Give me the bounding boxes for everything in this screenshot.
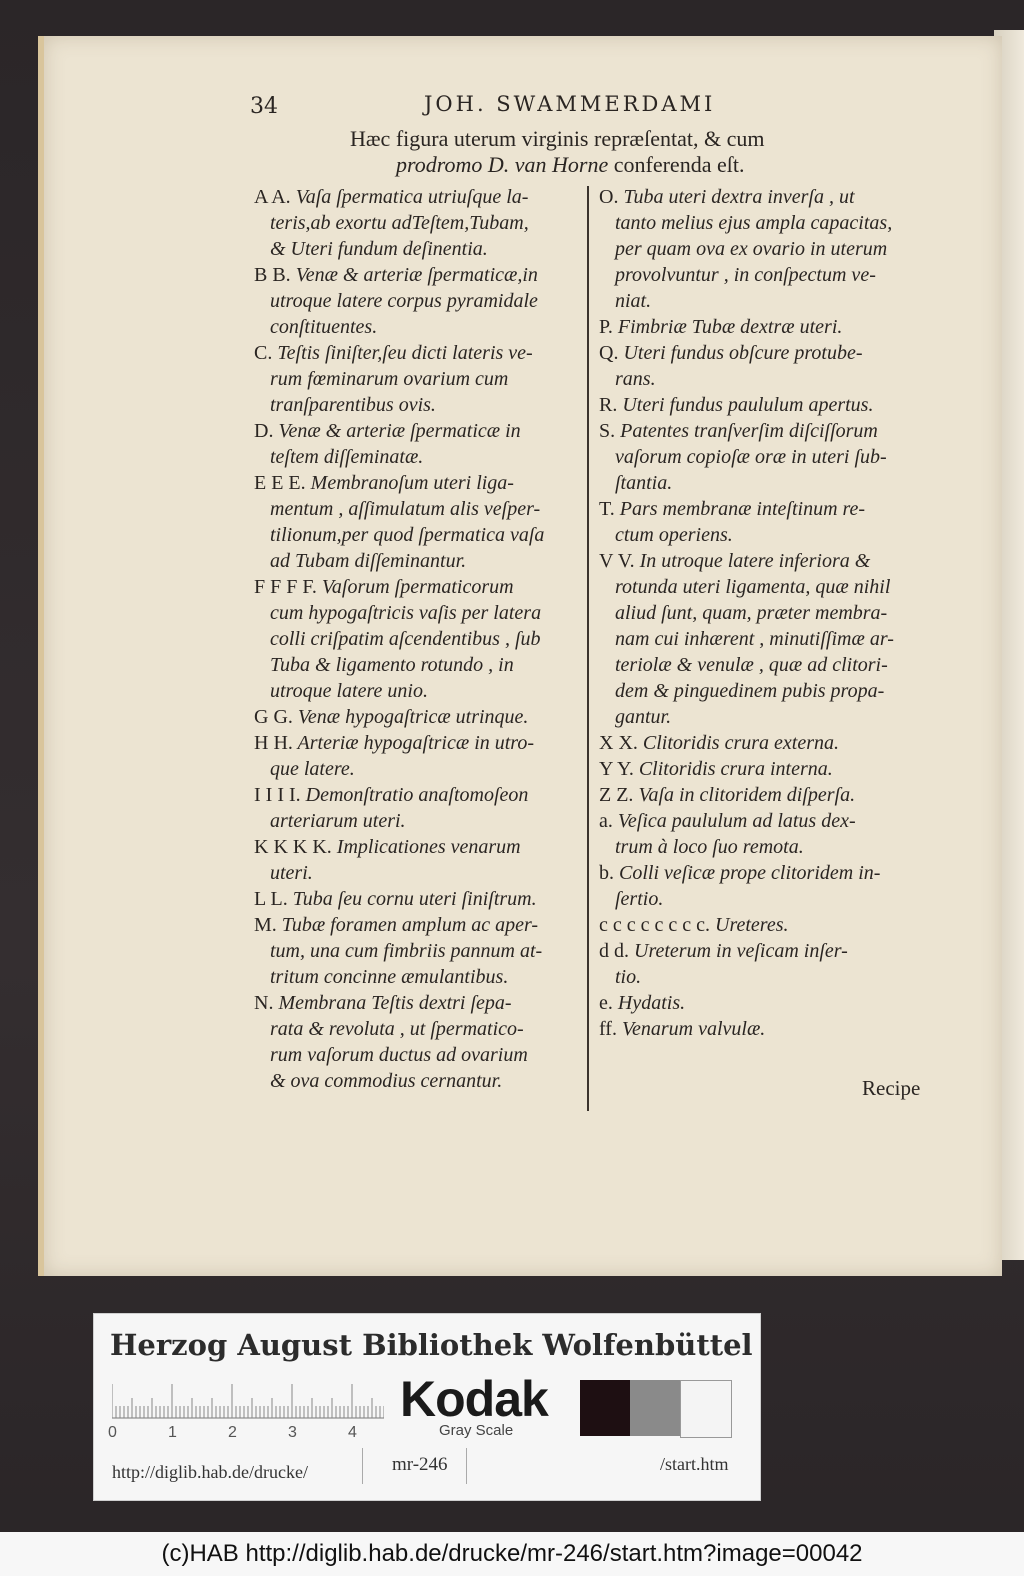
legend-entry <box>599 1016 927 1042</box>
legend-text: Hydatis. <box>617 992 686 1014</box>
legend-label: C. <box>254 342 273 364</box>
legend-text: & Uteri fundum deſinentia. <box>270 238 488 260</box>
legend-entry-first-line <box>599 912 927 938</box>
legend-text: per quam ova ex ovario in uterum <box>615 238 888 260</box>
legend-entry <box>599 548 927 730</box>
legend-label: G G. <box>254 706 293 728</box>
legend-entry-first-line <box>599 496 927 522</box>
legend-left-column <box>254 184 584 1094</box>
legend-entry-first-line <box>599 860 927 886</box>
legend-text: trum à loco ſuo remota. <box>615 836 804 858</box>
gray-swatch-light <box>680 1380 732 1438</box>
legend-text: ctum operiens. <box>615 524 733 546</box>
legend-label: L L. <box>254 888 288 910</box>
legend-label: F F F F. <box>254 576 317 598</box>
legend-label: ff. <box>599 1018 617 1040</box>
legend-text: aliud ſunt, quam, præter membra- <box>615 602 888 624</box>
legend-text: Implicationes venarum <box>336 836 521 858</box>
legend-entry <box>599 730 927 756</box>
legend-entry-first-line <box>254 704 584 730</box>
legend-text: Clitoridis crura externa. <box>642 732 839 754</box>
legend-text: Colli veſicæ prope clitoridem in- <box>619 862 881 884</box>
legend-text: mentum , aſſimulatum alis veſper- <box>270 498 541 520</box>
legend-entry <box>254 990 584 1094</box>
legend-label: c c c c c c c c. <box>599 914 711 936</box>
legend-entry <box>599 418 927 496</box>
legend-entry-first-line <box>254 340 584 366</box>
legend-entry-first-line <box>254 912 584 938</box>
card-start: /start.htm <box>660 1454 729 1474</box>
legend-entry-first-line <box>599 314 927 340</box>
legend-label: I I I I. <box>254 784 301 806</box>
legend-text: Venæ hypogaſtricæ utrinque. <box>297 706 529 728</box>
legend-label: E E E. <box>254 472 306 494</box>
legend-text: utroque latere unio. <box>270 680 428 702</box>
legend-text: teris,ab exortu adTeſtem,Tubam, <box>270 212 529 234</box>
card-separator <box>362 1448 363 1484</box>
legend-text: uteri. <box>270 862 313 884</box>
card-url: http://diglib.hab.de/drucke/ <box>112 1462 308 1482</box>
library-card <box>94 1314 760 1500</box>
legend-text: tio. <box>615 966 642 988</box>
legend-text: ad Tubam diſſeminantur. <box>270 550 467 572</box>
legend-text: Venæ & arteriæ ſpermaticæ,in <box>295 264 538 286</box>
legend-entry-first-line <box>599 990 927 1016</box>
ruler-number: 1 <box>168 1424 177 1441</box>
legend-text: ſtantia. <box>615 472 673 494</box>
legend-entry-first-line <box>254 184 584 210</box>
legend-entry-first-line <box>599 938 927 964</box>
legend-entry-first-line <box>599 548 927 574</box>
copyright-footer: (c)HAB http://diglib.hab.de/drucke/mr-246/start.htm?image=00042 <box>0 1532 1024 1576</box>
legend-entry-first-line <box>254 262 584 288</box>
legend-right-column <box>599 184 927 1042</box>
legend-entry-first-line <box>599 340 927 366</box>
legend-text: Tuba & ligamento rotundo , in <box>270 654 514 676</box>
legend-entry-first-line <box>254 782 584 808</box>
legend-text: Membrana Teſtis dextri ſepa- <box>278 992 512 1014</box>
legend-text: & ova commodius cernantur. <box>270 1070 503 1092</box>
legend-label: X X. <box>599 732 638 754</box>
legend-text: Venarum valvulæ. <box>621 1018 766 1040</box>
legend-entry <box>599 938 927 990</box>
legend-entry <box>599 808 927 860</box>
running-head: JOH. SWAMMERDAMI <box>424 92 716 116</box>
legend-label: e. <box>599 992 613 1014</box>
legend-text: cum hypogaſtricis vaſis per latera <box>270 602 542 624</box>
legend-text: Tubæ foramen amplum ac aper- <box>281 914 539 936</box>
legend-text: Tuba uteri dextra inverſa , ut <box>623 186 855 208</box>
legend-entry <box>254 418 584 470</box>
legend-entry <box>254 470 584 574</box>
ruler-number: 4 <box>348 1424 357 1441</box>
card-separator <box>466 1448 467 1484</box>
legend-label: B B. <box>254 264 291 286</box>
legend-text: Demonſtratio anaſtomoſeon <box>305 784 529 806</box>
legend-label: M. <box>254 914 277 936</box>
caption-author: prodromo D. van Horne <box>396 152 609 177</box>
legend-entry <box>599 860 927 912</box>
legend-entry-first-line <box>254 574 584 600</box>
legend-text: utroque latere corpus pyramidale <box>270 290 538 312</box>
legend-entry-first-line <box>599 756 927 782</box>
legend-entry <box>254 912 584 990</box>
caption-rest: conferenda eſt. <box>608 152 745 177</box>
legend-text: rata & revoluta , ut ſpermatico- <box>270 1018 524 1040</box>
legend-label: K K K K. <box>254 836 332 858</box>
legend-text: Vaſorum ſpermaticorum <box>321 576 514 598</box>
book-page <box>38 36 1002 1276</box>
legend-entry <box>254 574 584 704</box>
legend-text: teſtem diſſeminatæ. <box>270 446 424 468</box>
gray-scale-label: Gray Scale <box>439 1422 514 1439</box>
legend-text: nam cui inhærent , minutiſſimæ ar- <box>615 628 894 650</box>
kodak-logo: Kodak <box>400 1371 548 1427</box>
legend-text: Membranoſum uteri liga- <box>310 472 514 494</box>
legend-label: d d. <box>599 940 629 962</box>
legend-text: Vaſa ſpermatica utriuſque la- <box>295 186 529 208</box>
legend-label: T. <box>599 498 615 520</box>
legend-text: rotunda uteri ligamenta, quæ nihil <box>615 576 891 598</box>
legend-text: Arteriæ hypogaſtricæ in utro- <box>297 732 535 754</box>
legend-text: tilionum,per quod ſpermatica vaſa <box>270 524 545 546</box>
legend-text: provolvuntur , in conſpectum ve- <box>615 264 876 286</box>
legend-text: gantur. <box>615 706 672 728</box>
legend-text: Fimbriæ Tubæ dextræ uteri. <box>617 316 843 338</box>
legend-text: rans. <box>615 368 656 390</box>
legend-text: Uteri fundus obſcure protube- <box>623 342 863 364</box>
legend-text: dem & pinguedinem pubis propa- <box>615 680 885 702</box>
legend-entry <box>254 262 584 340</box>
legend-entry <box>599 496 927 548</box>
legend-text: Ureteres. <box>715 914 789 936</box>
legend-text: que latere. <box>270 758 355 780</box>
ruler-number: 0 <box>108 1424 117 1441</box>
legend-entry-first-line <box>254 834 584 860</box>
legend-text: tranſparentibus ovis. <box>270 394 436 416</box>
legend-entry <box>599 392 927 418</box>
legend-entry-first-line <box>254 990 584 1016</box>
legend-entry-first-line <box>599 730 927 756</box>
catchword: Recipe <box>862 1076 921 1100</box>
legend-text: Patentes tranſverſim diſciſſorum <box>620 420 878 442</box>
legend-text: tum, una cum fimbriis pannum at- <box>270 940 543 962</box>
gray-swatch-dark <box>580 1380 630 1436</box>
legend-entry <box>254 886 584 912</box>
column-divider <box>587 186 589 1111</box>
legend-entry-first-line <box>599 808 927 834</box>
library-title: Herzog August Bibliothek Wolfenbüttel <box>110 1328 753 1362</box>
legend-text: conſtituentes. <box>270 316 378 338</box>
legend-entry <box>599 990 927 1016</box>
legend-label: b. <box>599 862 614 884</box>
legend-entry <box>254 834 584 886</box>
legend-entry <box>599 340 927 392</box>
legend-text: arteriarum uteri. <box>270 810 406 832</box>
legend-label: P. <box>599 316 613 338</box>
legend-entry-first-line <box>599 782 927 808</box>
ruler-number: 2 <box>228 1424 237 1441</box>
legend-text: Tuba ſeu cornu uteri ſiniſtrum. <box>292 888 537 910</box>
legend-label: V V. <box>599 550 635 572</box>
legend-label: A A. <box>254 186 291 208</box>
legend-entry-first-line <box>254 886 584 912</box>
legend-label: N. <box>254 992 274 1014</box>
legend-entry-first-line <box>599 392 927 418</box>
legend-entry-first-line <box>254 418 584 444</box>
legend-entry <box>599 314 927 340</box>
gray-swatch-mid <box>630 1380 680 1436</box>
legend-text: Veſica paululum ad latus dex- <box>617 810 856 832</box>
legend-entry-first-line <box>254 470 584 496</box>
legend-text: colli criſpatim aſcendentibus , ſub <box>270 628 541 650</box>
page-number: 34 <box>250 94 278 119</box>
legend-label: O. <box>599 186 619 208</box>
legend-entry <box>254 782 584 834</box>
legend-text: Ureterum in veſicam inſer- <box>634 940 848 962</box>
legend-text: Vaſa in clitoridem diſperſa. <box>638 784 856 806</box>
legend-label: Y Y. <box>599 758 634 780</box>
legend-label: S. <box>599 420 616 442</box>
legend-entry <box>254 340 584 418</box>
legend-text: vaſorum copioſæ oræ in uteri ſub- <box>615 446 887 468</box>
legend-label: a. <box>599 810 613 832</box>
legend-text: Teſtis ſiniſter,ſeu dicti lateris ve- <box>277 342 533 364</box>
legend-entry <box>254 704 584 730</box>
legend-entry <box>254 184 584 262</box>
legend-entry <box>599 184 927 314</box>
legend-text: teriolæ & venulæ , quæ ad clitori- <box>615 654 888 676</box>
legend-label: Z Z. <box>599 784 634 806</box>
legend-text: tanto melius ejus ampla capacitas, <box>615 212 893 234</box>
ruler-scale <box>112 1382 384 1422</box>
legend-label: R. <box>599 394 618 416</box>
legend-text: rum fœminarum ovarium cum <box>270 368 509 390</box>
legend-entry-first-line <box>599 184 927 210</box>
caption-line-1: Hæc figura uterum virginis repræſentat, & cum <box>350 126 765 151</box>
legend-entry <box>599 912 927 938</box>
legend-text: Uteri fundus paululum apertus. <box>622 394 874 416</box>
legend-entry-first-line <box>599 1016 927 1042</box>
legend-entry-first-line <box>254 730 584 756</box>
legend-text: tritum concinne æmulantibus. <box>270 966 509 988</box>
legend-text: ſertio. <box>615 888 664 910</box>
ruler-number: 3 <box>288 1424 297 1441</box>
card-id: mr-246 <box>392 1454 448 1475</box>
legend-text: Pars membranæ inteſtinum re- <box>619 498 866 520</box>
legend-entry <box>599 756 927 782</box>
legend-text: niat. <box>615 290 652 312</box>
legend-entry-first-line <box>599 418 927 444</box>
legend-entry <box>599 782 927 808</box>
legend-label: D. <box>254 420 274 442</box>
legend-entry <box>254 730 584 782</box>
caption-line-2 <box>396 152 744 178</box>
legend-label: Q. <box>599 342 619 364</box>
legend-label: H H. <box>254 732 293 754</box>
legend-text: rum vaſorum ductus ad ovarium <box>270 1044 528 1066</box>
legend-text: Clitoridis crura interna. <box>638 758 833 780</box>
legend-text: In utroque latere inferiora & <box>639 550 871 572</box>
legend-text: Venæ & arteriæ ſpermaticæ in <box>278 420 521 442</box>
